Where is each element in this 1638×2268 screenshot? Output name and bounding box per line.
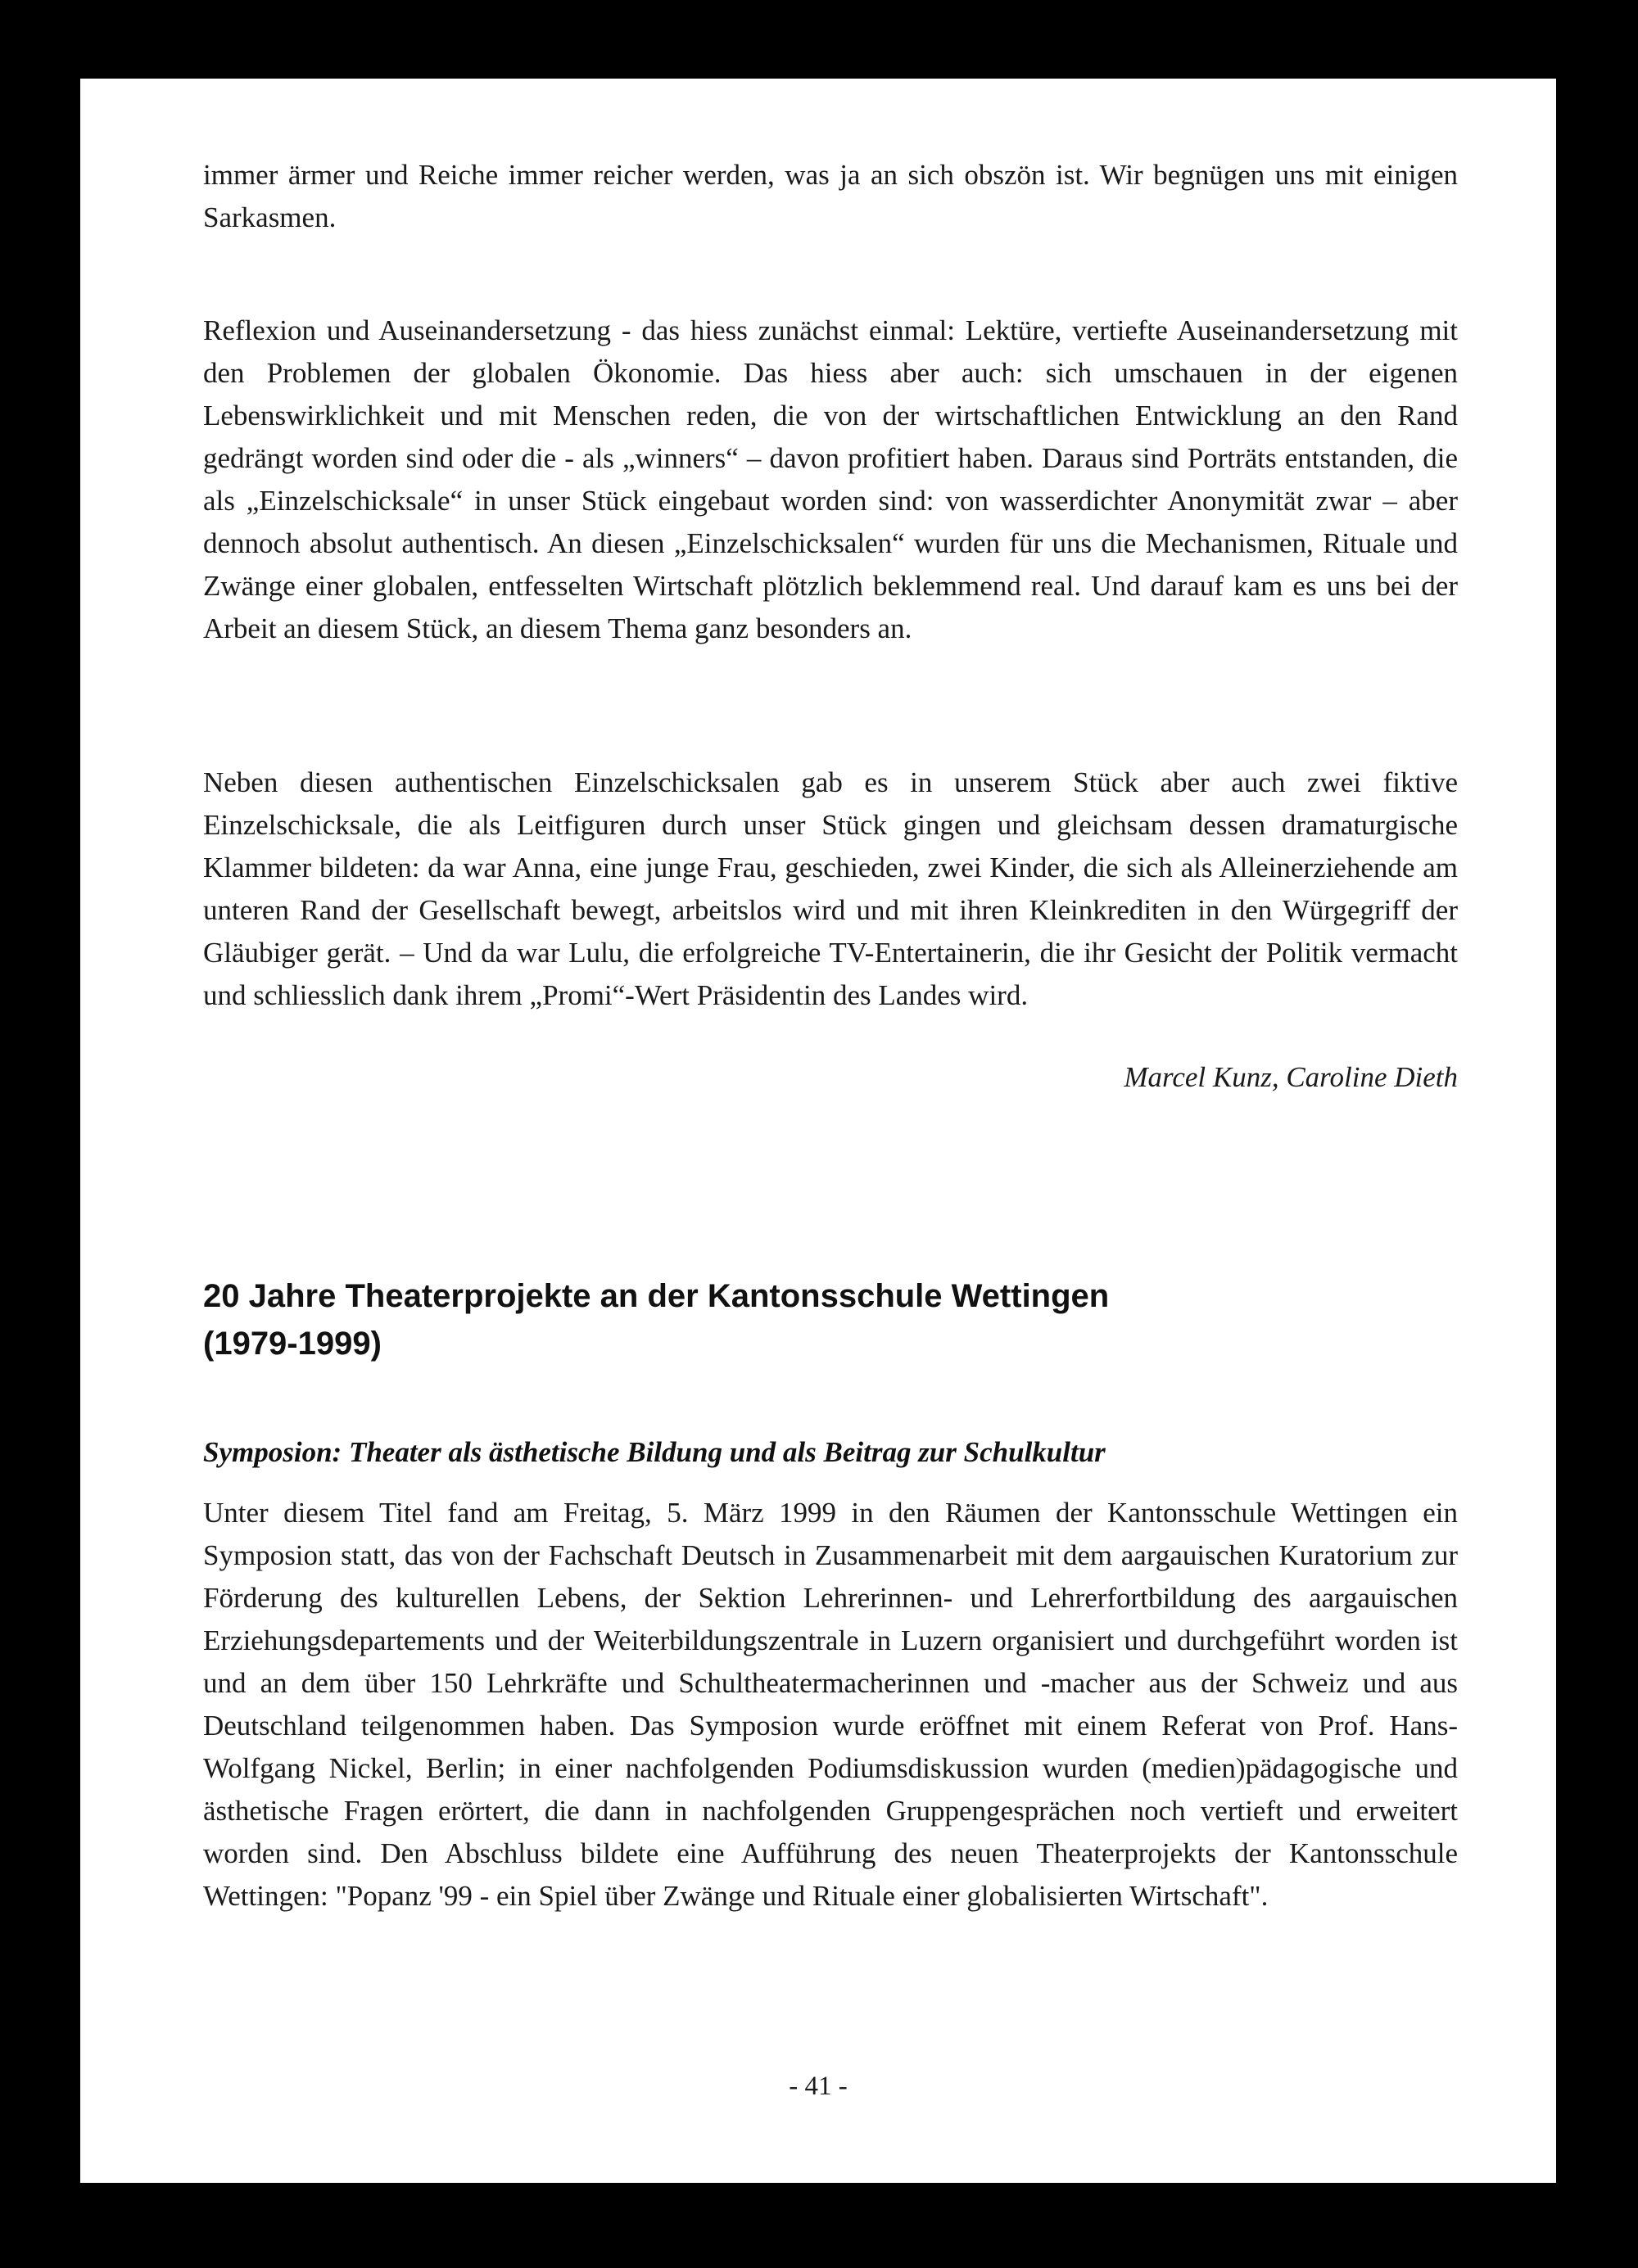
- document-page: [80, 79, 1556, 2183]
- section-heading: [203, 1272, 1458, 1367]
- section-heading-line1: 20 Jahre Theaterprojekte an der Kantonsschule Wettingen: [203, 1278, 1110, 1314]
- section-heading-line2: (1979-1999): [203, 1326, 382, 1362]
- section-subheading: Symposion: Theater als ästhetische Bildung und als Beitrag zur Schulkultur: [203, 1436, 1106, 1468]
- paragraph-intro-continuation: immer ärmer und Reiche immer reicher werden, was ja an sich obszön ist. Wir begnügen uns mit einigen Sarkasmen.: [203, 159, 1458, 233]
- paragraph-reflexion: Reflexion und Auseinandersetzung - das hiess zunächst einmal: Lektüre, vertiefte Auseinandersetzung mit den Problemen der globalen Ökonomie. Das hiess aber auch: sich umschauen in der eigenen Lebenswirklichkeit und mit Menschen reden, die von der wirtschaftlichen Entwicklung an den Rand gedrängt worden sind oder die - als „winners“ – davon profitiert haben. Daraus sind Porträts entstanden, die als „Einzelschicksale“ in unser Stück eingebaut worden sind: von wasserdichter Anonymität zwar – aber dennoch absolut authentisch. An diesen „Einzelschicksalen“ wurden für uns die Mechanismen, Rituale und Zwänge einer globalen, entfesselten Wirtschaft plötzlich beklemmend real. Und darauf kam es uns bei der Arbeit an diesem Stück, an diesem Thema ganz besonders an.: [203, 314, 1458, 644]
- page-number: - 41 -: [789, 2071, 848, 2101]
- author-signature: Marcel Kunz, Caroline Dieth: [1124, 1061, 1458, 1093]
- paragraph-fictional-characters: Neben diesen authentischen Einzelschicksalen gab es in unserem Stück aber auch zwei fiktive Einzelschicksale, die als Leitfiguren durch unser Stück gingen und gleichsam dessen dramaturgische Klammer bildeten: da war Anna, eine junge Frau, geschieden, zwei Kinder, die sich als Alleinerziehende am unteren Rand der Gesellschaft bewegt, arbeitslos wird und mit ihren Kleinkrediten in den Würgegriff der Gläubiger gerät. – Und da war Lulu, die erfolgreiche TV-Entertainerin, die ihr Gesicht der Politik vermacht und schliesslich dank ihrem „Promi“-Wert Präsidentin des Landes wird.: [203, 766, 1458, 1011]
- paragraph-symposion: Unter diesem Titel fand am Freitag, 5. März 1999 in den Räumen der Kantonsschule Wettingen ein Symposion statt, das von der Fachschaft Deutsch in Zusammenarbeit mit dem aargauischen Kuratorium zur Förderung des kulturellen Lebens, der Sektion Lehrerinnen- und Lehrerfortbildung des aargauischen Erziehungsdepartements und der Weiterbildungszentrale in Luzern organisiert und durchgeführt worden ist und an dem über 150 Lehrkräfte und Schultheatermacherinnen und -macher aus der Schweiz und aus Deutschland teilgenommen haben. Das Symposion wurde eröffnet mit einem Referat von Prof. Hans-Wolfgang Nickel, Berlin; in einer nachfolgenden Podiumsdiskussion wurden (medien)pädagogische und ästhetische Fragen erörtert, die dann in nachfolgenden Gruppengesprächen noch vertieft und erweitert worden sind. Den Abschluss bildete eine Aufführung des neuen Theaterprojekts der Kantonsschule Wettingen: "Popanz '99 - ein Spiel über Zwänge und Rituale einer globalisierten Wirtschaft".: [203, 1497, 1458, 1912]
